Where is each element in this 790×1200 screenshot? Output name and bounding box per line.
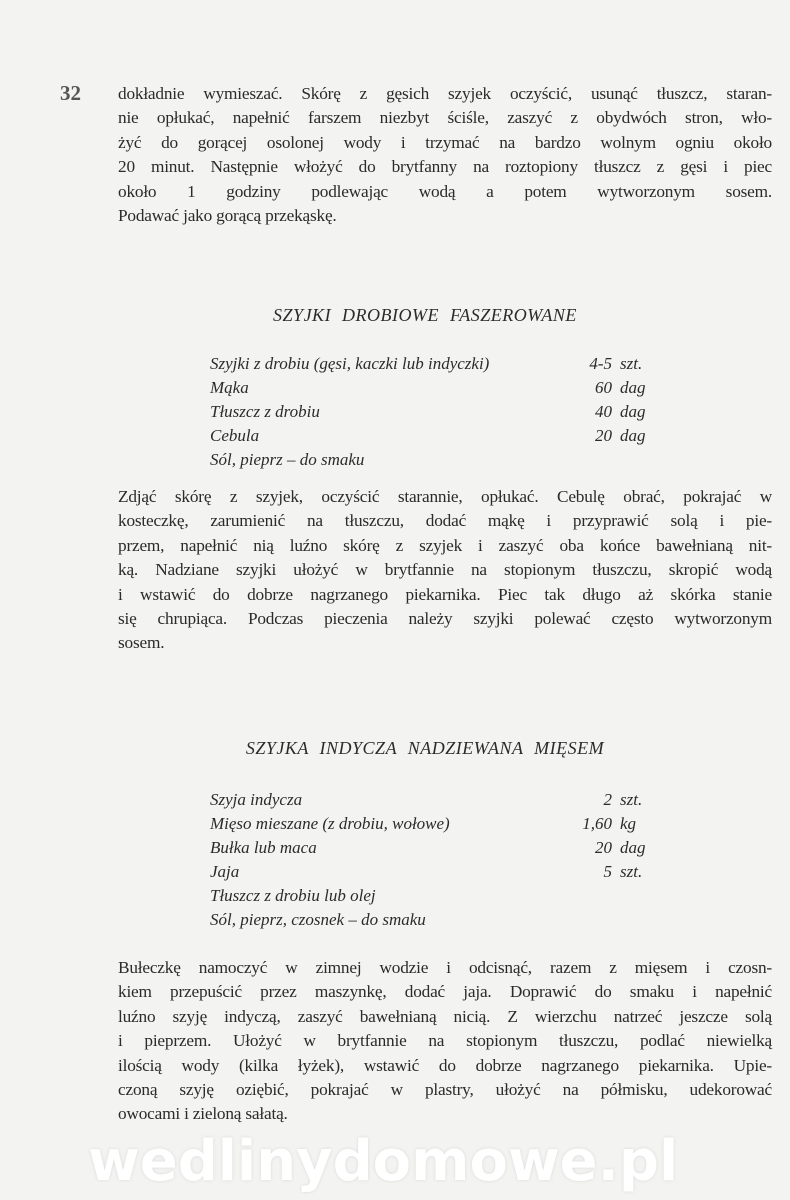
text-line: Zdjąć skórę z szyjek, oczyścić starannie, opłukać. Cebulę obrać, pokrajać w [118, 487, 772, 506]
ingredient-name: Bułka lub maca [210, 838, 317, 857]
ingredient-row [210, 448, 670, 472]
text-line: nie opłukać, napełnić farszem niezbyt ściśle, zaszyć z obydwóch stron, wło- [118, 108, 772, 128]
ingredient-row [210, 424, 670, 448]
ingredient-quantity [552, 908, 612, 932]
text-line: żyć do gorącej osolonej wody i trzymać na bardzo wolnym ogniu około [118, 132, 772, 152]
ingredient-row [210, 908, 670, 932]
ingredient-unit: dag [620, 378, 646, 397]
ingredient-row [210, 884, 670, 908]
ingredient-row [210, 860, 670, 884]
ingredient-name: Tłuszcz z drobiu [210, 402, 320, 421]
recipe2-ingredients [210, 788, 670, 932]
text-line: 20 minut. Następnie włożyć do brytfanny na roztopiony tłuszcz z gęsi i piec [118, 157, 772, 177]
text-line: dokładnie wymieszać. Skórę z gęsich szyjek oczyścić, usunąć tłuszcz, staran- [118, 84, 772, 103]
text-line: sosem. [118, 633, 165, 653]
ingredient-quantity: 20 [595, 838, 612, 857]
ingredient-name: Mąka [210, 378, 249, 397]
ingredient-name: Sól, pieprz – do smaku [210, 450, 365, 469]
ingredient-name: Szyja indycza [210, 790, 303, 809]
ingredient-unit: dag [620, 402, 646, 421]
text-line: około 1 godziny podlewając wodą a potem wytworzonym sosem. [118, 181, 772, 201]
ingredient-row [210, 400, 670, 424]
ingredient-row [210, 376, 670, 400]
ingredient-quantity: 1,60 [582, 814, 612, 833]
ingredient-unit: szt. [620, 354, 643, 373]
text-line: się chrupiąca. Podczas pieczenia należy szyjki polewać często wytworzonym [118, 608, 772, 628]
ingredient-unit: dag [620, 838, 646, 857]
text-line: ką. Nadziane szyjki ułożyć w brytfannie na stopionym tłuszczu, skropić wodą [118, 560, 772, 580]
ingredient-quantity [552, 884, 612, 908]
text-line: ilością wody (kilka łyżek), wstawić do dobrze nagrzanego piekarnika. Upie- [118, 1055, 772, 1075]
ingredient-quantity: 4-5 [589, 354, 612, 373]
ingredient-quantity [552, 448, 612, 472]
recipe1-title: SZYJKI DROBIOWE FASZEROWANE [273, 305, 577, 325]
text-line: Bułeczkę namoczyć w zimnej wodzie i odcisnąć, razem z mięsem i czosn- [118, 958, 772, 977]
ingredient-name: Szyjki z drobiu (gęsi, kaczki lub indyczki) [210, 354, 490, 373]
ingredient-row [210, 836, 670, 860]
text-line: przem, napełnić nią luźno skórę z szyjek i zaszyć oba końce bawełnianą nit- [118, 535, 772, 555]
ingredient-unit: dag [620, 426, 646, 445]
recipe2-method [118, 956, 772, 1127]
text-line: luźno szyję indyczą, zaszyć bawełnianą nicią. Z wierzchu natrzeć jeszcze solą [118, 1006, 772, 1026]
ingredient-name: Sól, pieprz, czosnek – do smaku [210, 910, 426, 929]
ingredient-quantity: 20 [595, 426, 612, 445]
ingredient-quantity: 40 [595, 402, 612, 421]
ingredient-row [210, 812, 670, 836]
text-line: i pieprzem. Ułożyć w brytfannie na stopionym tłuszczu, podlać niewielką [118, 1031, 772, 1051]
ingredient-row [210, 788, 670, 812]
watermark: wedlinydomowe.pl [88, 1129, 679, 1194]
text-line: kiem przepuścić przez maszynkę, dodać jaja. Doprawić do smaku i napełnić [118, 982, 772, 1002]
recipe1-method [118, 485, 772, 656]
ingredient-unit: szt. [620, 862, 643, 881]
text-line: Podawać jako gorącą przekąskę. [118, 205, 337, 225]
ingredient-name: Tłuszcz z drobiu lub olej [210, 886, 376, 905]
ingredient-unit: szt. [620, 790, 643, 809]
ingredient-unit [612, 884, 670, 908]
ingredient-quantity: 5 [603, 862, 612, 881]
recipe2-title: SZYJKA INDYCZA NADZIEWANA MIĘSEM [245, 738, 605, 758]
intro-paragraph [118, 82, 772, 228]
text-line: kosteczkę, zarumienić na tłuszczu, dodać mąkę i przyprawić solą i pie- [118, 511, 772, 531]
text-line: czoną szyję oziębić, pokrajać w plastry, ułożyć na półmisku, udekorować [118, 1079, 772, 1099]
ingredient-row [210, 352, 670, 376]
recipe1-ingredients [210, 352, 670, 472]
ingredient-unit [612, 908, 670, 932]
ingredient-name: Mięso mieszane (z drobiu, wołowe) [210, 814, 450, 833]
text-line: owocami i zieloną sałatą. [118, 1104, 288, 1124]
ingredient-name: Cebula [210, 426, 260, 445]
ingredient-quantity: 60 [595, 378, 612, 397]
text-line: i wstawić do dobrze nagrzanego piekarnika. Piec tak długo aż skórka stanie [118, 584, 772, 604]
ingredient-unit [612, 448, 670, 472]
page-number: 32 [60, 81, 81, 105]
ingredient-unit: kg [620, 814, 637, 833]
ingredient-quantity: 2 [603, 790, 612, 809]
ingredient-name: Jaja [210, 862, 240, 881]
